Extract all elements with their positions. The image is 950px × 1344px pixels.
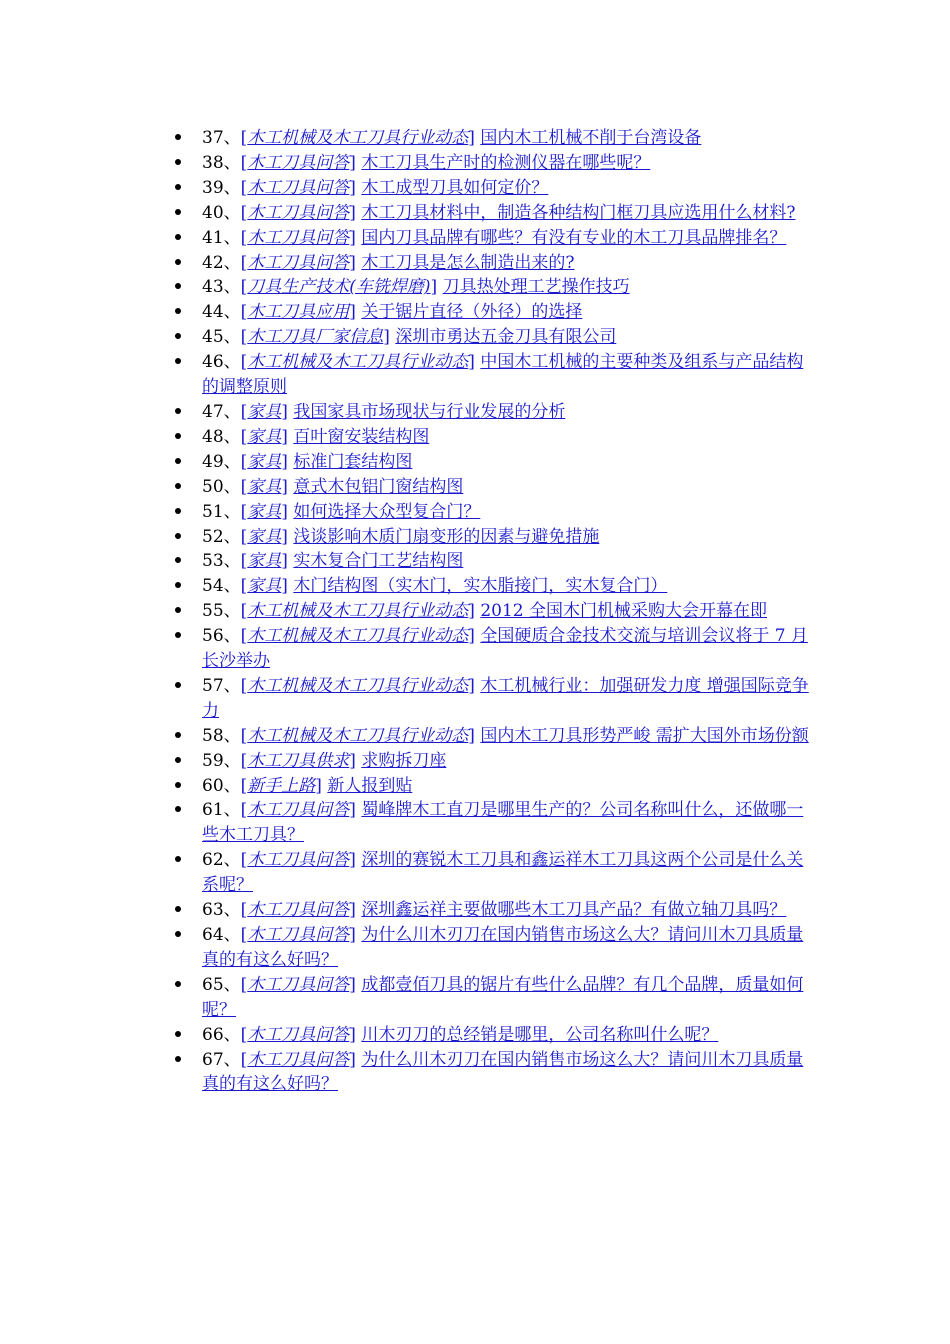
bracket-open: [ [240, 451, 248, 472]
bracket-close: ] [468, 128, 475, 148]
bullet-icon [175, 176, 195, 201]
bracket-close: ] [468, 626, 475, 647]
item-number: 47、 [202, 401, 241, 422]
item-number: 65、 [202, 974, 241, 995]
category-link[interactable]: 木工刀具问答 [247, 925, 350, 945]
article-title-link[interactable]: 国内木工刀具形势严峻 需扩大国外市场份额 [480, 725, 809, 746]
bullet-icon [175, 275, 195, 300]
article-title-link[interactable]: 国内木工机械不削于台湾设备 [480, 128, 702, 148]
category-link[interactable]: 木工刀具问答 [247, 152, 350, 173]
list-item [175, 749, 815, 774]
item-number: 46、 [202, 352, 241, 373]
item-number: 57、 [202, 675, 241, 696]
bullet-icon [175, 226, 195, 251]
article-title-link[interactable]: 川木刃刀的总经销是哪里，公司名称叫什么呢？ [361, 1024, 719, 1045]
item-number: 64、 [202, 925, 241, 945]
category-link[interactable]: 家具 [247, 476, 282, 497]
bracket-open: [ [240, 1024, 248, 1045]
bracket-open: [ [240, 501, 248, 522]
list-item [175, 525, 815, 550]
list-item [175, 1023, 815, 1048]
bullet-icon [175, 898, 195, 923]
article-title-link[interactable]: 为什么川木刃刀在国内销售市场这么大？请问川木刀具质量真的有这么好吗？ [202, 1049, 804, 1095]
category-link[interactable]: 木工刀具问答 [247, 252, 350, 273]
bullet-icon [175, 798, 195, 823]
list-item [175, 400, 815, 425]
item-number: 54、 [202, 576, 241, 597]
item-number: 61、 [202, 800, 241, 821]
list-item [175, 798, 815, 848]
article-title-link[interactable]: 木工成型刀具如何定价？ [361, 177, 549, 198]
bracket-close: ] [349, 850, 356, 871]
item-number: 48、 [202, 426, 241, 447]
category-link[interactable]: 木工刀具问答 [247, 1049, 350, 1070]
bullet-icon [175, 251, 195, 276]
bracket-close: ] [281, 576, 288, 597]
bracket-close: ] [349, 1049, 356, 1070]
list-item [175, 973, 815, 1023]
bracket-close: ] [349, 202, 356, 223]
item-number: 38、 [202, 152, 241, 173]
bracket-open: [ [240, 725, 248, 746]
list-item [175, 226, 815, 251]
item-number: 55、 [202, 601, 241, 622]
article-title-link[interactable]: 木工刀具是怎么制造出来的? [361, 252, 575, 273]
bracket-close: ] [430, 277, 438, 298]
list-item [175, 500, 815, 525]
category-link[interactable]: 木工机械及木工刀具行业动态 [247, 352, 469, 373]
bullet-icon [175, 724, 195, 749]
bracket-close: ] [349, 152, 356, 173]
bullet-icon [175, 525, 195, 550]
bracket-close: ] [349, 925, 356, 945]
category-link[interactable]: 木工机械及木工刀具行业动态 [247, 725, 469, 746]
bullet-icon [175, 848, 195, 873]
list-item [175, 724, 815, 749]
bracket-close: ] [281, 401, 288, 422]
bullet-icon [175, 624, 195, 649]
category-link[interactable]: 家具 [247, 576, 282, 597]
item-number: 43、 [202, 277, 241, 298]
item-number: 39、 [202, 177, 241, 198]
bracket-open: [ [240, 750, 248, 771]
article-title-link[interactable]: 木工刀具材料中，制造各种结构门框刀具应选用什么材料? [361, 202, 796, 223]
bracket-open: [ [240, 576, 248, 597]
list-item [175, 201, 815, 226]
item-number: 41、 [202, 227, 241, 248]
bracket-open: [ [240, 974, 248, 995]
bracket-close: ] [349, 252, 356, 273]
item-number: 63、 [202, 900, 241, 921]
item-number: 45、 [202, 327, 241, 348]
bullet-icon [175, 749, 195, 774]
bullet-icon [175, 325, 195, 350]
category-link[interactable]: 木工刀具问答 [247, 974, 350, 995]
bullet-icon [175, 126, 195, 151]
bullet-icon [175, 1048, 195, 1073]
category-link[interactable]: 木工刀具问答 [247, 202, 350, 223]
list-item [175, 674, 815, 724]
list-item [175, 176, 815, 201]
item-number: 59、 [202, 750, 241, 771]
category-link[interactable]: 木工机械及木工刀具行业动态 [247, 601, 469, 622]
category-link[interactable]: 木工刀具问答 [247, 1024, 350, 1045]
bullet-icon [175, 400, 195, 425]
category-link[interactable]: 木工刀具问答 [247, 227, 350, 248]
list-item [175, 275, 815, 300]
category-link[interactable]: 木工刀具供求 [247, 750, 350, 771]
article-title-link[interactable]: 中国木工机械的主要种类及组系与产品结构的调整原则 [202, 352, 804, 398]
bracket-close: ] [349, 750, 356, 771]
article-title-link[interactable]: 木工机械行业：加强研发力度 增强国际竞争力 [202, 675, 809, 721]
category-link[interactable]: 刀具生产技术(车铣焊磨) [247, 277, 431, 298]
list-item [175, 599, 815, 624]
article-title-link[interactable]: 新人报到贴 [327, 775, 413, 796]
bracket-open: [ [240, 302, 248, 323]
bracket-open: [ [240, 327, 248, 348]
item-number: 52、 [202, 526, 241, 547]
article-title-link[interactable]: 浅谈影响木质门扇变形的因素与避免措施 [293, 526, 600, 547]
category-link[interactable]: 家具 [247, 526, 282, 547]
list-item [175, 574, 815, 599]
bullet-icon [175, 450, 195, 475]
bullet-icon [175, 549, 195, 574]
article-title-link[interactable]: 全国硬质合金技术交流与培训会议将于 7 月长沙举办 [202, 626, 808, 672]
bracket-close: ] [468, 725, 475, 746]
article-list [175, 126, 815, 1097]
list-item [175, 1048, 815, 1098]
bracket-close: ] [349, 800, 356, 821]
bullet-icon [175, 923, 195, 948]
bullet-icon [175, 1023, 195, 1048]
bracket-open: [ [240, 202, 248, 223]
article-title-link[interactable]: 百叶窗安装结构图 [293, 426, 430, 447]
bullet-icon [175, 425, 195, 450]
bracket-close: ] [349, 1024, 356, 1045]
item-number: 51、 [202, 501, 241, 522]
bracket-open: [ [240, 675, 248, 696]
bracket-close: ] [468, 352, 475, 373]
bullet-icon [175, 599, 195, 624]
article-title-link[interactable]: 蜀峰牌木工直刀是哪里生产的？公司名称叫什么，还做哪一些木工刀具？ [202, 800, 804, 846]
bracket-open: [ [240, 900, 248, 921]
article-title-link[interactable]: 求购拆刀座 [361, 750, 447, 771]
item-number: 62、 [202, 850, 241, 871]
article-title-link[interactable]: 实木复合门工艺结构图 [293, 551, 464, 572]
category-link[interactable]: 木工刀具厂家信息 [247, 327, 384, 348]
list-item [175, 350, 815, 400]
bracket-open: [ [240, 800, 248, 821]
item-number: 49、 [202, 451, 241, 472]
bracket-open: [ [240, 426, 248, 447]
article-title-link[interactable]: 如何选择大众型复合门？ [293, 501, 481, 522]
list-item [175, 624, 815, 674]
bracket-open: [ [240, 925, 248, 945]
bullet-icon [175, 300, 195, 325]
category-link[interactable]: 木工刀具问答 [247, 850, 350, 871]
bracket-open: [ [240, 850, 248, 871]
article-title-link[interactable]: 我国家具市场现状与行业发展的分析 [293, 401, 566, 422]
list-item [175, 425, 815, 450]
item-number: 44、 [202, 302, 241, 323]
category-link[interactable]: 家具 [247, 451, 282, 472]
bracket-open: [ [240, 277, 248, 298]
list-item [175, 251, 815, 276]
item-number: 37、 [202, 128, 241, 148]
item-number: 66、 [202, 1024, 241, 1045]
category-link[interactable]: 家具 [247, 426, 282, 447]
bracket-close: ] [468, 675, 475, 696]
item-number: 58、 [202, 725, 241, 746]
bracket-close: ] [281, 551, 288, 572]
article-title-link[interactable]: 国内刀具品牌有哪些？有没有专业的木工刀具品牌排名？ [361, 227, 787, 248]
list-item [175, 300, 815, 325]
bracket-open: [ [240, 775, 248, 796]
category-link[interactable]: 木工机械及木工刀具行业动态 [247, 675, 469, 696]
bullet-icon [175, 201, 195, 226]
category-link[interactable]: 木工机械及木工刀具行业动态 [247, 626, 469, 647]
article-title-link[interactable]: 木工刀具生产时的检测仪器在哪些呢？ [361, 152, 651, 173]
item-number: 56、 [202, 626, 241, 647]
bracket-open: [ [240, 526, 248, 547]
item-number: 60、 [202, 775, 241, 796]
article-title-link[interactable]: 2012 全国木门机械采购大会开幕在即 [480, 601, 767, 622]
bracket-open: [ [240, 1049, 248, 1070]
bullet-icon [175, 475, 195, 500]
article-title-link[interactable]: 深圳的赛锐木工刀具和鑫运祥木工刀具这两个公司是什么关系呢？ [202, 850, 804, 896]
bracket-close: ] [349, 900, 356, 921]
item-number: 50、 [202, 476, 241, 497]
bracket-open: [ [240, 551, 248, 572]
category-link[interactable]: 家具 [247, 401, 282, 422]
category-link[interactable]: 家具 [247, 501, 282, 522]
list-item [175, 898, 815, 923]
list-item [175, 325, 815, 350]
item-number: 53、 [202, 551, 241, 572]
article-title-link[interactable]: 标准门套结构图 [293, 451, 413, 472]
category-link[interactable]: 木工刀具应用 [247, 302, 350, 323]
bracket-open: [ [240, 626, 248, 647]
bracket-open: [ [240, 601, 248, 622]
bracket-close: ] [349, 974, 356, 995]
article-title-link[interactable]: 深圳市勇达五金刀具有限公司 [395, 327, 617, 348]
bullet-icon [175, 350, 195, 375]
bracket-close: ] [383, 327, 390, 348]
list-item [175, 126, 815, 151]
article-title-link[interactable]: 为什么川木刃刀在国内销售市场这么大？请问川木刀具质量真的有这么好吗？ [202, 925, 804, 970]
bracket-open: [ [240, 177, 248, 198]
bracket-open: [ [240, 352, 248, 373]
category-link[interactable]: 木工机械及木工刀具行业动态 [247, 128, 469, 148]
category-link[interactable]: 木工刀具问答 [247, 800, 350, 821]
bracket-close: ] [281, 426, 288, 447]
article-title-link[interactable]: 意式木包铝门窗结构图 [293, 476, 464, 497]
category-link[interactable]: 家具 [247, 551, 282, 572]
bracket-open: [ [240, 227, 248, 248]
category-link[interactable]: 新手上路 [247, 775, 316, 796]
category-link[interactable]: 木工刀具问答 [247, 900, 350, 921]
list-item [175, 923, 815, 973]
bracket-close: ] [349, 177, 356, 198]
list-item [175, 151, 815, 176]
item-number: 40、 [202, 202, 241, 223]
item-number: 42、 [202, 252, 241, 273]
bracket-close: ] [281, 501, 288, 522]
list-item [175, 450, 815, 475]
bullet-icon [175, 574, 195, 599]
article-title-link[interactable]: 关于锯片直径（外径）的选择 [361, 302, 583, 323]
bracket-open: [ [240, 476, 248, 497]
bracket-close: ] [315, 775, 322, 796]
bracket-close: ] [468, 601, 475, 622]
bracket-open: [ [240, 128, 248, 148]
item-number: 67、 [202, 1049, 241, 1070]
list-item [175, 549, 815, 574]
bullet-icon [175, 973, 195, 998]
bracket-open: [ [240, 152, 248, 173]
article-title-link[interactable]: 刀具热处理工艺操作技巧 [442, 277, 630, 298]
list-item [175, 774, 815, 799]
article-title-link[interactable]: 深圳鑫运祥主要做哪些木工刀具产品？有做立轴刀具吗？ [361, 900, 787, 921]
bracket-close: ] [281, 526, 288, 547]
bullet-icon [175, 500, 195, 525]
article-title-link[interactable]: 成都壹佰刀具的锯片有些什么品牌？有几个品牌，质量如何呢？ [202, 974, 804, 1020]
bullet-icon [175, 774, 195, 799]
list-item [175, 848, 815, 898]
bullet-icon [175, 151, 195, 176]
bracket-close: ] [349, 302, 356, 323]
bracket-close: ] [281, 451, 288, 472]
bracket-open: [ [240, 252, 248, 273]
category-link[interactable]: 木工刀具问答 [247, 177, 350, 198]
list-item [175, 475, 815, 500]
bracket-close: ] [349, 227, 356, 248]
article-title-link[interactable]: 木门结构图（实木门，实木脂接门，实木复合门） [293, 576, 668, 597]
bullet-icon [175, 674, 195, 699]
bracket-open: [ [240, 401, 248, 422]
bracket-close: ] [281, 476, 288, 497]
